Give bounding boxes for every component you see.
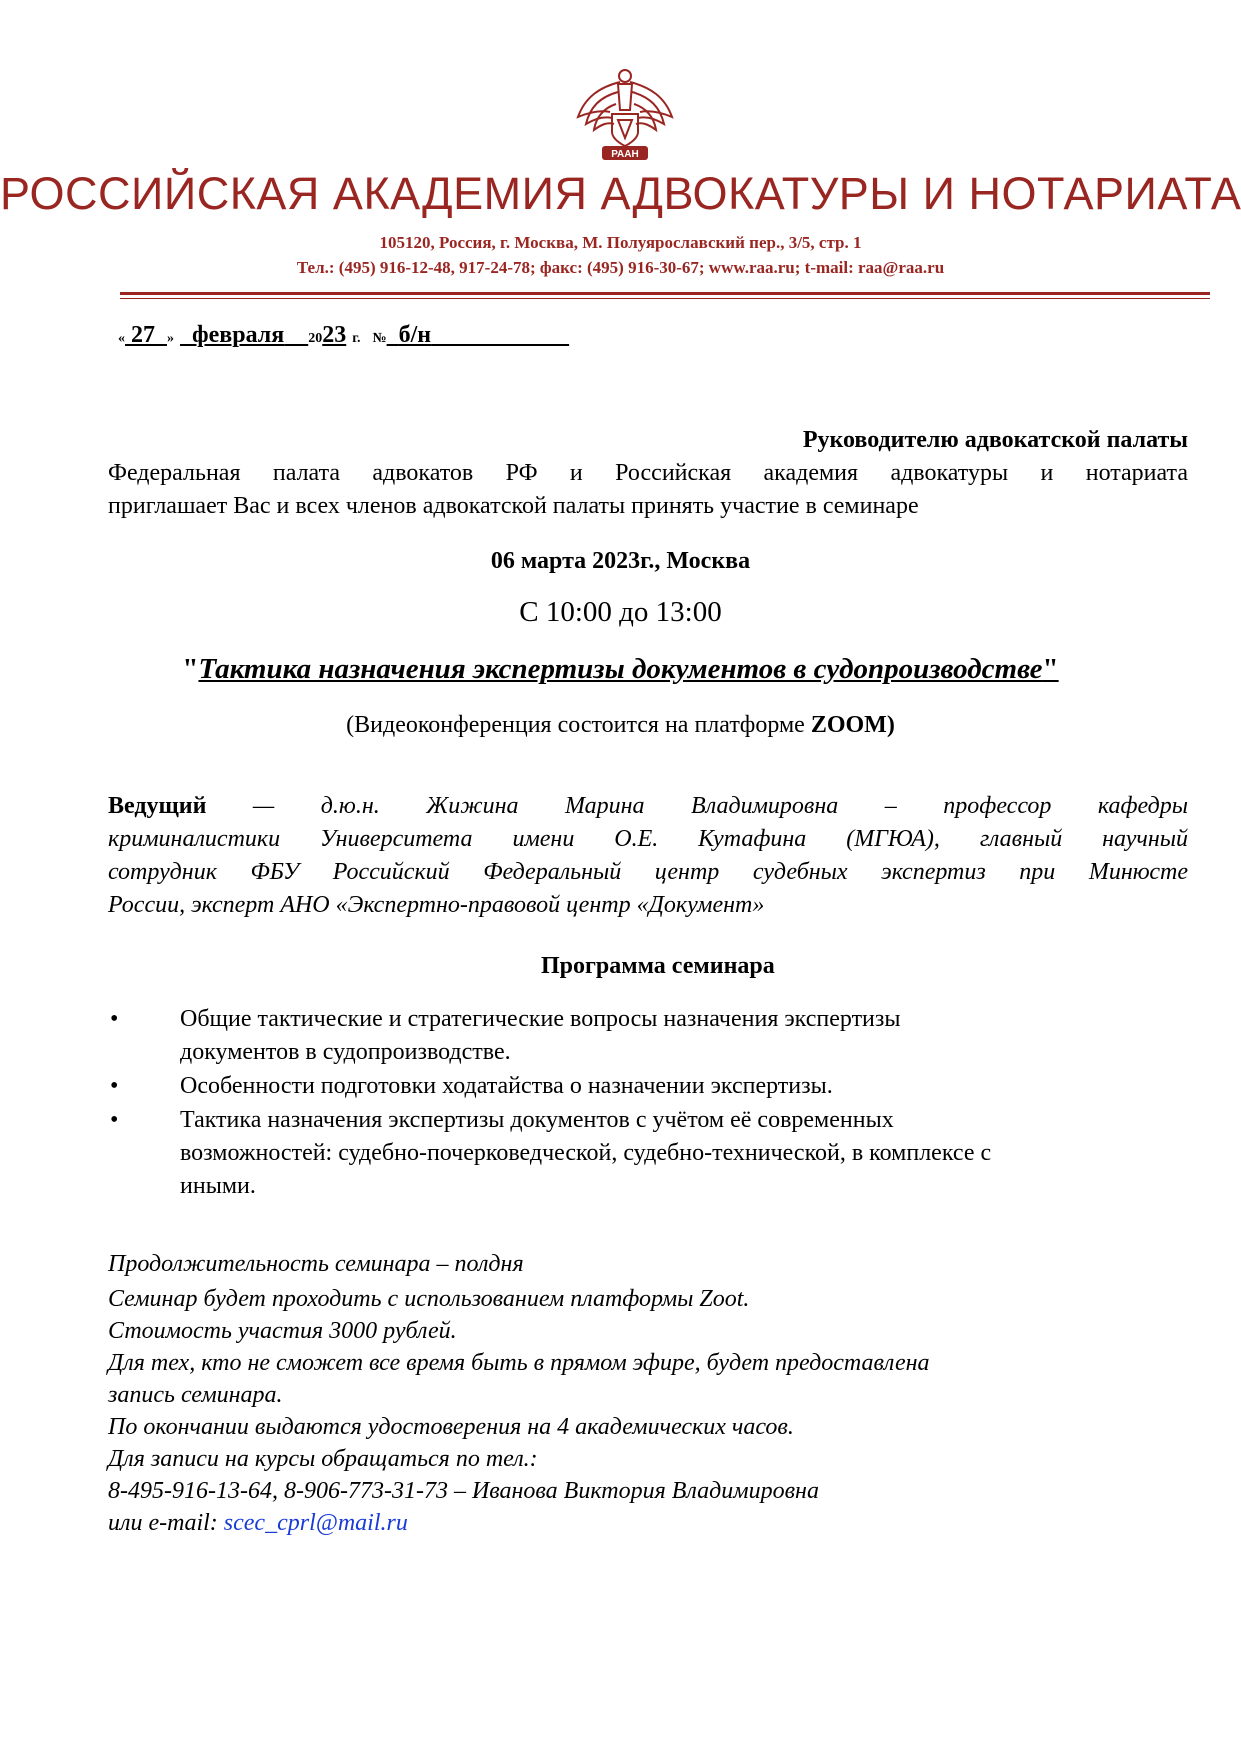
- contact-email-line: [108, 1507, 1188, 1540]
- program-item-1-line-1: Общие тактические и стратегические вопросы назначения экспертизы: [180, 1006, 901, 1032]
- date-day: 27: [131, 322, 155, 348]
- date-close-quote: »: [167, 331, 174, 346]
- organization-address: 105120, Россия, г. Москва, М. Полуярославский пер., 3/5, стр. 1: [379, 233, 862, 252]
- program-item-1: [108, 1003, 1188, 1069]
- seminar-duration: Продолжительность семинара – полдня: [108, 1251, 524, 1277]
- academy-emblem: [560, 62, 690, 162]
- program-item-2: [108, 1070, 1188, 1103]
- program-item-3-line-1: Тактика назначения экспертизы документов с учётом её современных: [180, 1107, 894, 1133]
- organization-title: РОССИЙСКАЯ АКАДЕМИЯ АДВОКАТУРЫ И НОТАРИАТА: [0, 168, 1241, 219]
- event-date-place: 06 марта 2023г., Москва: [490, 548, 751, 574]
- contact-prompt: Для записи на курсы обращаться по тел.:: [108, 1446, 538, 1472]
- header-rule-thick: [120, 292, 1210, 295]
- event-title: [0, 653, 1241, 686]
- seminar-cost: Стоимость участия 3000 рублей.: [108, 1318, 457, 1344]
- program-item-3-line-2: возможностей: судебно-почерковедческой, судебно-технической, в комплексе с: [180, 1140, 992, 1166]
- contact-phones: 8-495-916-13-64, 8-906-773-31-73 – Иванова Виктория Владимировна: [108, 1478, 819, 1504]
- document-number: б/н: [398, 322, 432, 348]
- date-open-quote: «: [118, 331, 125, 346]
- email-prefix: или e-mail:: [108, 1510, 224, 1536]
- svg-text:РААН: РААН: [611, 149, 639, 160]
- host-line-3: сотрудник ФБУ Российский Федеральный центр судебных экспертиз при Минюсте: [108, 859, 1188, 885]
- emblem-icon: [560, 62, 690, 162]
- event-title-text: Тактика назначения экспертизы документов в судопроизводстве: [198, 653, 1043, 685]
- date-month: февраля: [192, 322, 285, 348]
- program-item-2-line-1: Особенности подготовки ходатайства о назначении экспертизы.: [180, 1073, 833, 1099]
- bullet-icon: •: [110, 1006, 119, 1032]
- addressee: Руководителю адвокатской палаты: [802, 427, 1188, 453]
- event-platform: [0, 712, 1241, 739]
- document-date-line: [118, 322, 569, 349]
- program-heading: Программа семинара: [541, 953, 775, 979]
- host-line-1-text: — д.ю.н. Жижина Марина Владимировна – профессор кафедры: [252, 793, 1188, 819]
- host-line-4: России, эксперт АНО «Экспертно-правовой центр «Документ»: [108, 892, 765, 918]
- program-item-3: [108, 1104, 1188, 1203]
- number-sign: №: [372, 331, 387, 346]
- bullet-icon: •: [110, 1073, 119, 1099]
- host-line-1: [108, 790, 1188, 823]
- email-link[interactable]: scec_cprl@mail.ru: [223, 1510, 408, 1536]
- platform-name: ZOOM): [810, 712, 895, 738]
- recording-line-1: Для тех, кто не сможет все время быть в прямом эфире, будет предоставлена: [108, 1350, 930, 1376]
- host-line-2: криминалистики Университета имени О.Е. Кутафина (МГЮА), главный научный: [108, 826, 1188, 852]
- seminar-platform: Семинар будет проходить с использованием платформы Zoot.: [108, 1286, 750, 1312]
- intro-line-2: приглашает Вас и всех членов адвокатской палаты принять участие в семинаре: [108, 493, 919, 519]
- platform-prefix: (Видеоконференция состоится на платформе: [346, 712, 811, 738]
- date-year-prefix: 20: [308, 331, 323, 346]
- recording-line-2: запись семинара.: [108, 1382, 283, 1408]
- date-year-suffix: г.: [352, 331, 361, 346]
- header-rule-thin: [120, 298, 1210, 299]
- title-quote-open: ": [182, 653, 199, 685]
- title-quote-close: ": [1042, 653, 1059, 685]
- organization-contacts: Тел.: (495) 916-12-48, 917-24-78; факс: (495) 916-30-67; www.raa.ru; t-mail: raa@raa.ru: [296, 258, 945, 277]
- program-item-3-line-3: иными.: [180, 1173, 256, 1199]
- host-label: Ведущий: [108, 793, 207, 819]
- date-year: 23: [322, 322, 347, 348]
- program-item-1-line-2: документов в судопроизводстве.: [180, 1039, 511, 1065]
- intro-line-1: Федеральная палата адвокатов РФ и Российская академия адвокатуры и нотариата: [108, 460, 1188, 486]
- event-time: С 10:00 до 13:00: [519, 596, 722, 628]
- certificate-note: По окончании выдаются удостоверения на 4 академических часов.: [108, 1414, 794, 1440]
- bullet-icon: •: [110, 1107, 119, 1133]
